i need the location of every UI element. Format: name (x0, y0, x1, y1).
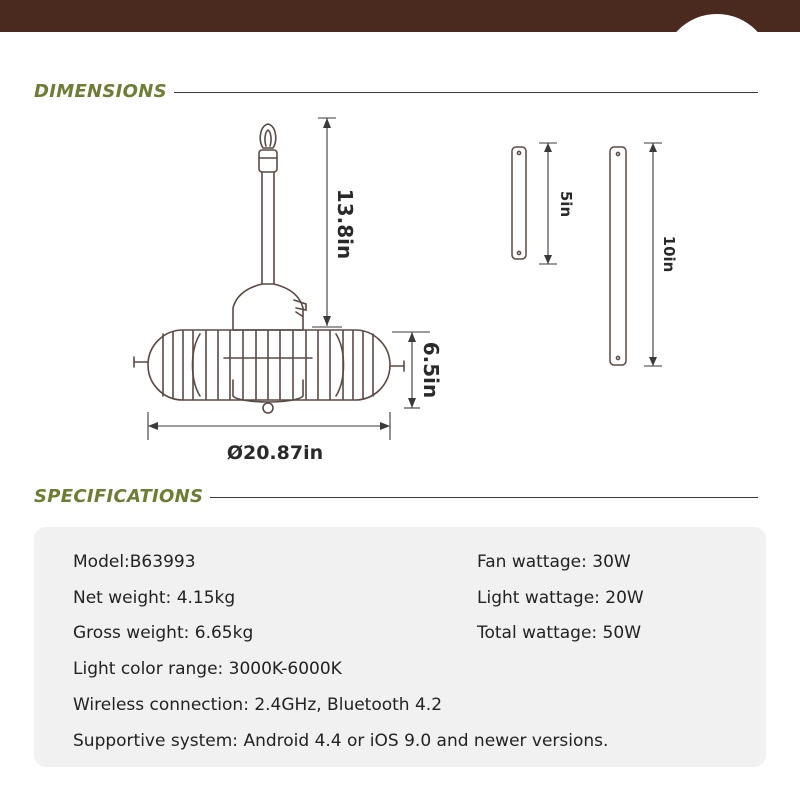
dimensions-title: DIMENSIONS (34, 81, 167, 102)
specifications-title: SPECIFICATIONS (34, 486, 204, 507)
spec-supportive-system: Supportive system: Android 4.4 or iOS 9.0 and newer versions. (73, 731, 609, 751)
spec-model: Model:B63993 (73, 552, 196, 572)
rod-long-label: 10in (660, 235, 678, 273)
rod-short-label: 5in (557, 190, 575, 218)
downrod-5in (512, 147, 526, 259)
spec-light-color-range: Light color range: 3000K-6000K (73, 659, 342, 679)
downrod-10in (610, 147, 626, 365)
spec-total-wattage: Total wattage: 50W (477, 623, 641, 643)
spec-light-wattage: Light wattage: 20W (477, 588, 644, 608)
dimensions-divider (174, 92, 758, 93)
spec-net-weight: Net weight: 4.15kg (73, 588, 236, 608)
cage-height-label: 6.5in (419, 341, 443, 399)
spec-wireless-connection: Wireless connection: 2.4GHz, Bluetooth 4.2 (73, 695, 443, 715)
diameter-label: Ø20.87in (226, 442, 324, 464)
ceiling-fan-drawing (134, 124, 404, 413)
spec-gross-weight: Gross weight: 6.65kg (73, 623, 254, 643)
spec-fan-wattage: Fan wattage: 30W (477, 552, 631, 572)
fan-dimension-diagram (0, 100, 800, 480)
specifications-divider (210, 497, 758, 498)
height-label: 13.8in (333, 188, 357, 260)
